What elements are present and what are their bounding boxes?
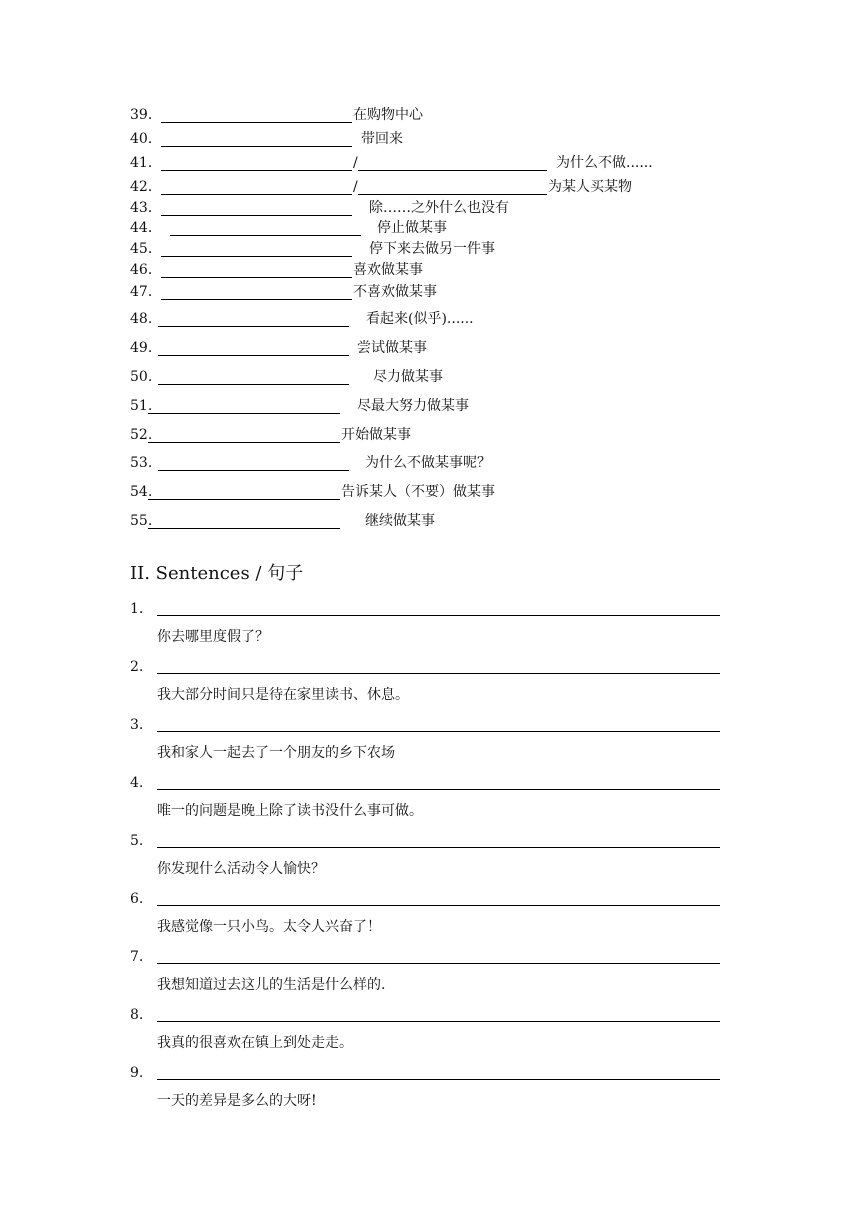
answer-blank[interactable] (161, 277, 352, 278)
answer-blank[interactable] (148, 499, 340, 500)
sentence-number: 1. (130, 601, 144, 617)
answer-blank[interactable] (161, 194, 352, 195)
sentence-prompt: 唯一的问题是晚上除了读书没什么事可做。 (157, 803, 423, 819)
phrase-number: 50. (130, 369, 153, 385)
answer-line[interactable] (157, 1021, 720, 1022)
phrase-meaning: 不喜欢做某事 (353, 284, 437, 300)
sentence-number: 8. (130, 1007, 144, 1023)
answer-blank[interactable] (158, 384, 349, 385)
sentence-number: 9. (130, 1065, 144, 1081)
phrase-meaning: 为什么不做某事呢？ (365, 455, 491, 471)
phrase-number: 39． (130, 107, 162, 123)
phrase-meaning: 带回来 (361, 131, 403, 147)
phrase-meaning: 尽最大努力做某事 (357, 398, 469, 414)
phrase-meaning: 开始做某事 (341, 427, 411, 443)
answer-blank[interactable] (161, 256, 352, 257)
slash-separator: / (353, 155, 358, 171)
phrase-number: 46． (130, 262, 162, 278)
phrase-meaning: 尽力做某事 (373, 369, 443, 385)
phrase-number: 55. (130, 513, 153, 529)
phrase-number: 41． (130, 155, 162, 171)
answer-blank[interactable] (161, 170, 352, 171)
sentence-number: 7. (130, 949, 144, 965)
answer-line[interactable] (157, 905, 720, 906)
phrase-number: 42． (130, 179, 162, 195)
answer-blank[interactable] (161, 215, 352, 216)
phrase-number: 43． (130, 200, 162, 216)
sentence-prompt: 一天的差异是多么的大呀! (157, 1093, 317, 1109)
sentence-number: 6. (130, 891, 144, 907)
sentence-prompt: 你发现什么活动令人愉快？ (157, 861, 325, 877)
answer-blank[interactable] (358, 170, 547, 171)
sentence-number: 4. (130, 775, 144, 791)
sentence-number: 3. (130, 717, 144, 733)
phrase-number: 40． (130, 131, 162, 147)
sentence-number: 5. (130, 833, 144, 849)
phrase-meaning: 为某人买某物 (548, 179, 632, 195)
answer-line[interactable] (157, 1079, 720, 1080)
phrase-meaning: 在购物中心 (353, 107, 423, 123)
sentence-prompt: 我大部分时间只是待在家里读书、休息。 (157, 687, 409, 703)
sentence-prompt: 我真的很喜欢在镇上到处走走。 (157, 1035, 353, 1051)
answer-line[interactable] (157, 673, 720, 674)
phrase-meaning: 尝试做某事 (357, 340, 427, 356)
answer-blank[interactable] (161, 299, 352, 300)
answer-blank[interactable] (170, 235, 361, 236)
answer-line[interactable] (157, 731, 720, 732)
sentence-prompt: 你去哪里度假了？ (157, 629, 269, 645)
phrase-meaning: 除……之外什么也没有 (369, 200, 509, 216)
phrase-number: 48. (130, 311, 153, 327)
answer-blank[interactable] (158, 470, 349, 471)
phrase-meaning: 为什么不做...... (556, 155, 653, 171)
answer-blank[interactable] (148, 442, 340, 443)
sentence-prompt: 我和家人一起去了一个朋友的乡下农场 (157, 745, 395, 761)
phrase-number: 47． (130, 284, 162, 300)
phrase-number: 51. (130, 398, 153, 414)
answer-line[interactable] (157, 963, 720, 964)
answer-line[interactable] (157, 847, 720, 848)
answer-line[interactable] (157, 615, 720, 616)
phrase-meaning: 喜欢做某事 (353, 262, 423, 278)
answer-blank[interactable] (158, 355, 349, 356)
phrase-meaning: 停下来去做另一件事 (369, 241, 495, 257)
slash-separator: / (353, 179, 358, 195)
sentence-number: 2. (130, 659, 144, 675)
phrase-meaning: 停止做某事 (377, 220, 447, 236)
answer-line[interactable] (157, 789, 720, 790)
phrase-number: 52. (130, 427, 153, 443)
answer-blank[interactable] (161, 122, 352, 123)
sentence-prompt: 我感觉像一只小鸟。太令人兴奋了！ (157, 919, 381, 935)
answer-blank[interactable] (358, 194, 547, 195)
answer-blank[interactable] (148, 413, 340, 414)
phrase-number: 44． (130, 220, 162, 236)
phrase-meaning: 看起来(似乎)...... (366, 311, 474, 327)
answer-blank[interactable] (158, 326, 349, 327)
phrase-number: 54. (130, 484, 153, 500)
answer-blank[interactable] (148, 528, 340, 529)
sentence-prompt: 我想知道过去这儿的生活是什么样的. (157, 977, 386, 993)
phrase-meaning: 继续做某事 (365, 513, 435, 529)
phrase-number: 49. (130, 340, 153, 356)
phrase-meaning: 告诉某人（不要）做某事 (341, 484, 495, 500)
answer-blank[interactable] (161, 146, 352, 147)
phrase-number: 45． (130, 241, 162, 257)
phrase-number: 53. (130, 455, 153, 471)
section-title: II. Sentences / 句子 (130, 563, 304, 584)
